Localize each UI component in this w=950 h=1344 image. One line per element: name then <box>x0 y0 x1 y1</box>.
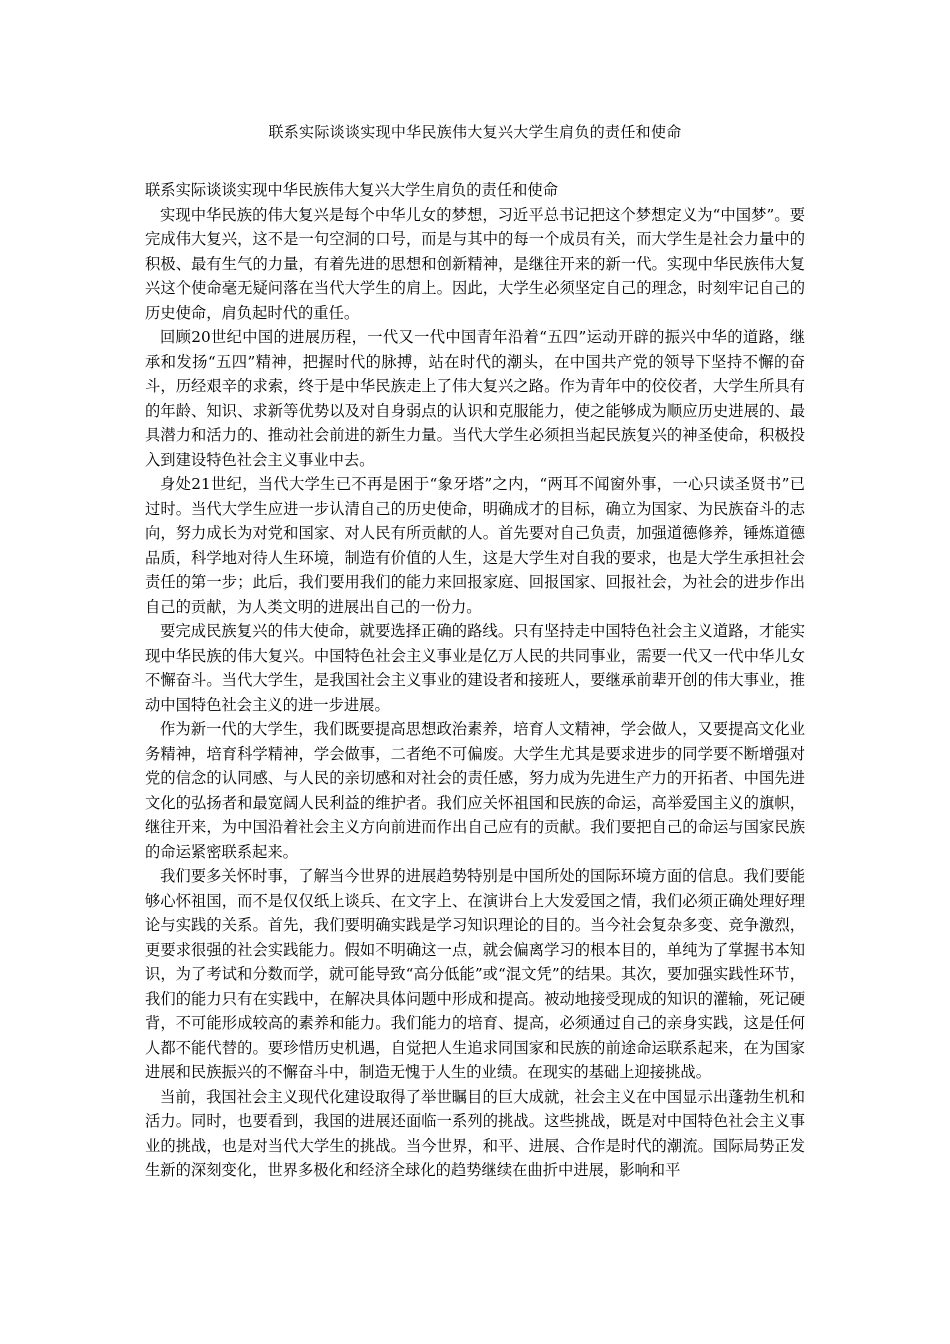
paragraph-5: 作为新一代的大学生，我们既要提高思想政治素养，培育人文精神，学会做人，又要提高文化业务精神，培育科学精神，学会做事，二者绝不可偏废。大学生尤其是要求进步的同学要不断增强对党的信念的认同感、与人民的亲切感和对社会的责任感，努力成为先进生产力的开拓者、中国先进文化的弘扬者和最宽阔人民利益的维护者。我们应关怀祖国和民族的命运，高举爱国主义的旗帜，继往开来，为中国沿着社会主义方向前进而作出自己应有的贡献。我们要把自己的命运与国家民族的命运紧密联系起来。 <box>145 720 805 861</box>
paragraph-1: 实现中华民族的伟大复兴是每个中华儿女的梦想，习近平总书记把这个梦想定义为“中国梦”。要完成伟大复兴，这不是一句空洞的口号，而是与其中的每一个成员有关，而大学生是社会力量中的积极、最有生气的力量，有着先进的思想和创新精神，是继往开来的新一代。实现中华民族伟大复兴这个使命毫无疑问落在当代大学生的肩上。因此，大学生必须坚定自己的理念，时刻牢记自己的历史使命，肩负起时代的重任。 <box>145 205 805 322</box>
paragraph-3: 身处21世纪，当代大学生已不再是困于“象牙塔”之内，“两耳不闻窗外事，一心只读圣贤书”已过时。当代大学生应进一步认清自己的历史使命，明确成才的目标，确立为国家、为民族奋斗的志向，努力成长为对党和国家、对人民有所贡献的人。首先要对自己负责，加强道德修养，锤炼道德品质，科学地对待人生环境，制造有价值的人生，这是大学生对自我的要求，也是大学生承担社会责任的第一步；此后，我们要用我们的能力来回报家庭、回报国家、回报社会，为社会的进步作出自己的贡献，为人类文明的进展出自己的一份力。 <box>145 475 805 616</box>
paragraph-7: 当前，我国社会主义现代化建设取得了举世瞩目的巨大成就，社会主义在中国显示出蓬勃生机和活力。同时，也要看到，我国的进展还面临一系列的挑战。这些挑战，既是对中国特色社会主义事业的挑战，也是对当代大学生的挑战。当今世界，和平、进展、合作是时代的潮流。国际局势正发生新的深刻变化，世界多极化和经济全球化的趋势继续在曲折中进展，影响和平 <box>145 1087 805 1179</box>
paragraph-2: 回顾20世纪中国的进展历程，一代又一代中国青年沿着“五四”运动开辟的振兴中华的道路，继承和发扬“五四”精神，把握时代的脉搏，站在时代的潮头，在中国共产党的领导下坚持不懈的奋斗，历经艰辛的求索，终于是中华民族走上了伟大复兴之路。作为青年中的佼佼者，大学生所具有的年龄、知识、求新等优势以及对自身弱点的认识和克服能力，使之能够成为顺应历史进展的、最具潜力和活力的、推动社会前进的新生力量。当代大学生必须担当起民族复兴的神圣使命，积极投入到建设特色社会主义事业中去。 <box>145 328 805 469</box>
paragraph-4: 要完成民族复兴的伟大使命，就要选择正确的路线。只有坚持走中国特色社会主义道路，才能实现中华民族的伟大复兴。中国特色社会主义事业是亿万人民的共同事业，需要一代又一代中华儿女不懈奋斗。当代大学生，是我国社会主义事业的建设者和接班人，要继承前辈开创的伟大事业，推动中国特色社会主义的进一步进展。 <box>145 622 805 714</box>
document-page <box>145 120 805 1183</box>
paragraph-6: 我们要多关怀时事，了解当今世界的进展趋势特别是中国所处的国际环境方面的信息。我们要能够心怀祖国，而不是仅仅纸上谈兵、在文字上、在演讲台上大发爱国之情，我们必须正确处理好理论与实践的关系。首先，我们要明确实践是学习知识理论的目的。当今社会复杂多变、竞争激烈，更要求很强的社会实践能力。假如不明确这一点，就会偏离学习的根本目的，单纯为了掌握书本知识，为了考试和分数而学，就可能导致“高分低能”或“混文凭”的结果。其次，要加强实践性环节，我们的能力只有在实践中，在解决具体问题中形成和提高。被动地接受现成的知识的灌输，死记硬背，不可能形成较高的素养和能力。我们能力的培育、提高，必须通过自己的亲身实践，这是任何人都不能代替的。要珍惜历史机遇，自觉把人生追求同国家和民族的前途命运联系起来，在为国家进展和民族振兴的不懈奋斗中，制造无愧于人生的业绩。在现实的基础上迎接挑战。 <box>145 867 805 1081</box>
document-title: 联系实际谈谈实现中华民族伟大复兴大学生肩负的责任和使命 <box>268 123 682 141</box>
document-subtitle: 联系实际谈谈实现中华民族伟大复兴大学生肩负的责任和使命 <box>145 181 559 199</box>
